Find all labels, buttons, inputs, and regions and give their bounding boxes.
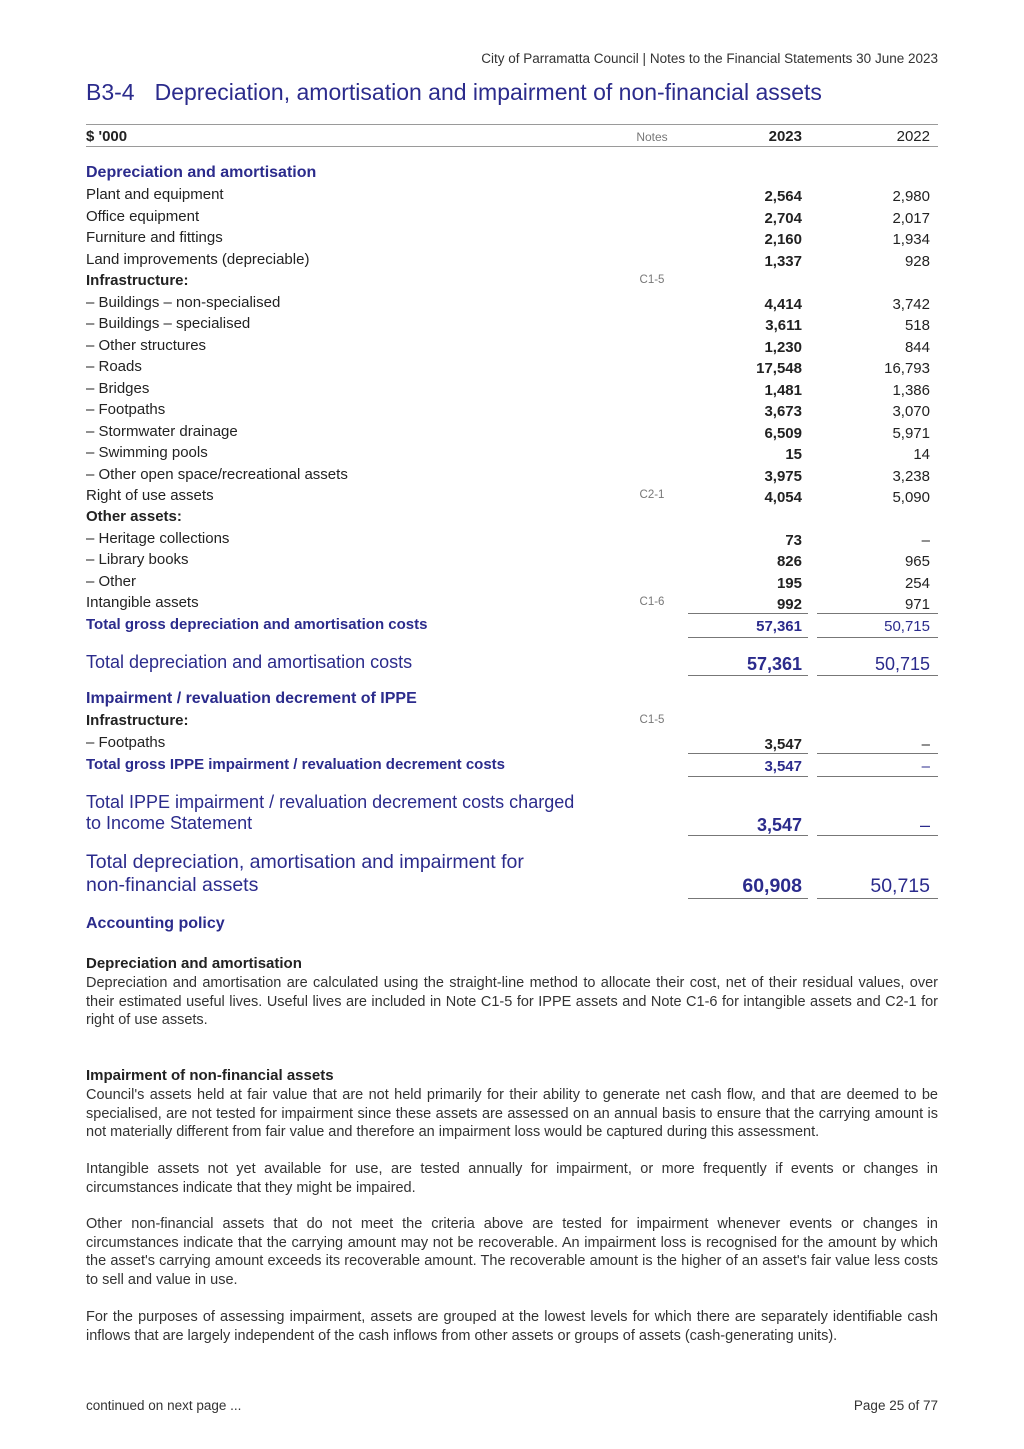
- table-row: [86, 466, 938, 487]
- row-value-2023: 1,230: [764, 339, 802, 356]
- row-value-2023: 992: [776, 596, 802, 613]
- table-row: [86, 272, 938, 293]
- row-value-2023: 3,547: [756, 815, 802, 835]
- depreciation-paragraph: Depreciation and amortisation are calculated using the straight-line method to allocate their cost, net of their residual values, over their estimated useful lives. Useful lives are included in Note C1-5 for IPPE assets and Note C1-6 for intangible assets and C2-1 for right of use assets.: [86, 975, 938, 1028]
- row-value-2022: 3,238: [892, 468, 930, 485]
- depreciation-heading: Depreciation and amortisation: [86, 955, 302, 972]
- section-label: Impairment / revaluation decrement of IPPE: [86, 690, 417, 707]
- impairment-heading: Impairment of non-financial assets: [86, 1067, 334, 1084]
- row-label: [86, 792, 574, 834]
- divider: [688, 637, 808, 638]
- row-value-2023: 17,548: [756, 360, 802, 377]
- row-value-2022: 254: [904, 575, 930, 592]
- row-value-2023: 3,975: [764, 468, 802, 485]
- table-row: [86, 712, 938, 733]
- table-header: [86, 124, 938, 147]
- row-label: – Other structures: [86, 337, 207, 354]
- note-code: B3-4: [86, 79, 135, 105]
- impairment-paragraph-3: Other non-financial assets that do not meet the criteria above are tested for impairment whenever events or changes in circumstances indicate that the carrying amount may not be recoverable. An impairment loss is recognised for the amount by which the asset's carrying amount exceeds its recoverable amount. The recoverable amount is the higher of an asset's fair value less costs to sell and value in use.: [86, 1216, 938, 1288]
- row-value-2022: 50,715: [874, 654, 930, 674]
- row-note: C1-5: [639, 274, 665, 286]
- divider: [817, 776, 938, 777]
- row-label: Land improvements (depreciable): [86, 251, 310, 268]
- total-gross-depreciation-row: [86, 616, 938, 637]
- column-notes: Notes: [636, 130, 668, 144]
- row-value-2023: 2,704: [764, 210, 802, 227]
- row-value-2023: 826: [776, 553, 802, 570]
- table-row: [86, 251, 938, 272]
- row-label-line2: non-financial assets: [86, 874, 259, 896]
- row-label: Total gross depreciation and amortisation costs: [86, 616, 428, 633]
- row-label: – Bridges: [86, 380, 150, 397]
- row-value-2022: 50,715: [884, 618, 930, 635]
- column-unit: $ '000: [86, 128, 128, 145]
- total-all-row: [86, 851, 938, 899]
- row-label: – Other: [86, 573, 137, 590]
- table-row: [86, 551, 938, 572]
- divider: [688, 675, 808, 676]
- row-value-2022: 50,715: [870, 875, 930, 897]
- row-value-2023: 73: [785, 532, 802, 549]
- row-label: Total gross IPPE impairment / revaluation decrement costs: [86, 756, 506, 773]
- row-value-2023: 3,673: [764, 403, 802, 420]
- section-title-impairment: [86, 690, 938, 711]
- divider: [817, 753, 938, 754]
- row-label: – Footpaths: [86, 401, 166, 418]
- row-value-2022: –: [919, 815, 930, 835]
- row-value-2023: 4,054: [764, 489, 802, 506]
- table-row: [86, 444, 938, 465]
- divider: [688, 753, 808, 754]
- row-label: – Buildings – specialised: [86, 315, 251, 332]
- total-impairment-row: [86, 792, 938, 836]
- page-number: Page 25 of 77: [853, 1398, 938, 1413]
- table-row: [86, 337, 938, 358]
- table-row: [86, 734, 938, 755]
- row-label: Furniture and fittings: [86, 229, 223, 246]
- row-value-2023: 2,160: [764, 231, 802, 248]
- row-value-2022: –: [921, 736, 930, 753]
- row-value-2023: 6,509: [764, 425, 802, 442]
- table-row: [86, 294, 938, 315]
- divider: [688, 613, 808, 614]
- note-title: Depreciation, amortisation and impairment of non-financial assets: [154, 79, 822, 105]
- row-value-2022: 3,742: [892, 296, 930, 313]
- table-row: [86, 229, 938, 250]
- table-row: [86, 315, 938, 336]
- row-value-2023: 195: [776, 575, 802, 592]
- table-row: [86, 423, 938, 444]
- impairment-paragraph-2: Intangible assets not yet available for use, are tested annually for impairment, or more frequently if events or changes in circumstances indicate that they might be impaired.: [86, 1161, 938, 1196]
- running-header: City of Parramatta Council | Notes to the Financial Statements 30 June 2023: [481, 51, 938, 66]
- row-note: C2-1: [639, 489, 665, 501]
- divider: [817, 637, 938, 638]
- row-value-2023: 4,414: [764, 296, 802, 313]
- row-label: Office equipment: [86, 208, 200, 225]
- row-label: Right of use assets: [86, 487, 214, 504]
- table-row: [86, 208, 938, 229]
- row-label-line2: to Income Statement: [86, 813, 253, 833]
- row-value-2022: 5,090: [892, 489, 930, 506]
- row-value-2023: 2,564: [764, 188, 802, 205]
- section-label: Depreciation and amortisation: [86, 164, 317, 181]
- table-row: [86, 358, 938, 379]
- table-row: [86, 186, 938, 207]
- row-value-2023: 3,547: [764, 758, 802, 775]
- row-label: Total depreciation and amortisation costs: [86, 652, 413, 672]
- row-label: Infrastructure:: [86, 272, 189, 289]
- row-label-line1: Total IPPE impairment / revaluation decrement costs charged: [86, 792, 575, 812]
- row-value-2022: 1,386: [892, 382, 930, 399]
- divider: [688, 898, 808, 899]
- row-value-2023: 3,547: [764, 736, 802, 753]
- row-label: Intangible assets: [86, 594, 199, 611]
- continued-note: continued on next page ...: [86, 1398, 242, 1413]
- row-value-2023: 60,908: [742, 875, 802, 897]
- row-value-2022: 928: [904, 253, 930, 270]
- table-row: [86, 530, 938, 551]
- row-value-2022: 971: [904, 596, 930, 613]
- row-value-2023: 57,361: [746, 654, 802, 674]
- row-value-2022: 844: [904, 339, 930, 356]
- row-label: – Buildings – non-specialised: [86, 294, 281, 311]
- row-value-2022: 2,017: [892, 210, 930, 227]
- accounting-policy-title: [86, 915, 938, 936]
- row-note: C1-6: [639, 596, 665, 608]
- impairment-paragraph-4: For the purposes of assessing impairment, assets are grouped at the lowest levels for which there are separately identifiable cash inflows that are largely independent of the cash inflows from other assets or groups of assets (cash-generating units).: [86, 1309, 938, 1344]
- row-label: Plant and equipment: [86, 186, 224, 203]
- row-label: – Swimming pools: [86, 444, 208, 461]
- row-value-2022: –: [921, 758, 930, 775]
- row-label: – Roads: [86, 358, 142, 375]
- table-row: [86, 508, 938, 529]
- row-label: – Heritage collections: [86, 530, 230, 547]
- total-gross-impairment-row: [86, 756, 938, 777]
- row-value-2023: 1,481: [764, 382, 802, 399]
- row-label-line1: Total depreciation, amortisation and impairment for: [86, 851, 524, 873]
- row-value-2022: 16,793: [884, 360, 930, 377]
- row-label: – Other open space/recreational assets: [86, 466, 348, 483]
- section-label: Accounting policy: [86, 915, 225, 932]
- row-value-2022: 965: [904, 553, 930, 570]
- section-title-depreciation: [86, 164, 938, 185]
- row-value-2022: 2,980: [892, 188, 930, 205]
- row-value-2023: 15: [785, 446, 802, 463]
- row-label: Infrastructure:: [86, 712, 189, 729]
- table-row: [86, 594, 938, 615]
- column-2022: 2022: [896, 128, 930, 145]
- row-value-2022: 5,971: [892, 425, 930, 442]
- row-value-2023: 1,337: [764, 253, 802, 270]
- row-label: – Stormwater drainage: [86, 423, 238, 440]
- total-depreciation-row: [86, 652, 938, 673]
- table-row: [86, 401, 938, 422]
- page-title: [86, 79, 822, 106]
- row-note: C1-5: [639, 714, 665, 726]
- row-label: – Library books: [86, 551, 189, 568]
- impairment-paragraph-1: Council's assets held at fair value that are not held primarily for their ability to generate net cash flow, and that are deemed to be specialised, are not tested for impairment since these assets are assessed on an annual basis to ensure that the carrying amount is not materially different from fair value and therefore an impairment loss would be captured during this assessment.: [86, 1087, 938, 1140]
- divider: [688, 835, 808, 836]
- table-row: [86, 573, 938, 594]
- row-value-2022: –: [921, 532, 930, 549]
- row-value-2023: 3,611: [765, 317, 802, 334]
- divider: [817, 835, 938, 836]
- table-row: [86, 380, 938, 401]
- row-value-2022: 518: [904, 317, 930, 334]
- divider: [817, 613, 938, 614]
- row-value-2022: 1,934: [892, 231, 930, 248]
- row-value-2023: 57,361: [756, 618, 802, 635]
- row-label: – Footpaths: [86, 734, 166, 751]
- table-row: [86, 487, 938, 508]
- divider: [817, 898, 938, 899]
- row-label: Other assets:: [86, 508, 182, 525]
- column-2023: 2023: [768, 128, 802, 145]
- row-label: [86, 851, 524, 897]
- divider: [817, 675, 938, 676]
- divider: [688, 776, 808, 777]
- row-value-2022: 14: [913, 446, 930, 463]
- row-value-2022: 3,070: [892, 403, 930, 420]
